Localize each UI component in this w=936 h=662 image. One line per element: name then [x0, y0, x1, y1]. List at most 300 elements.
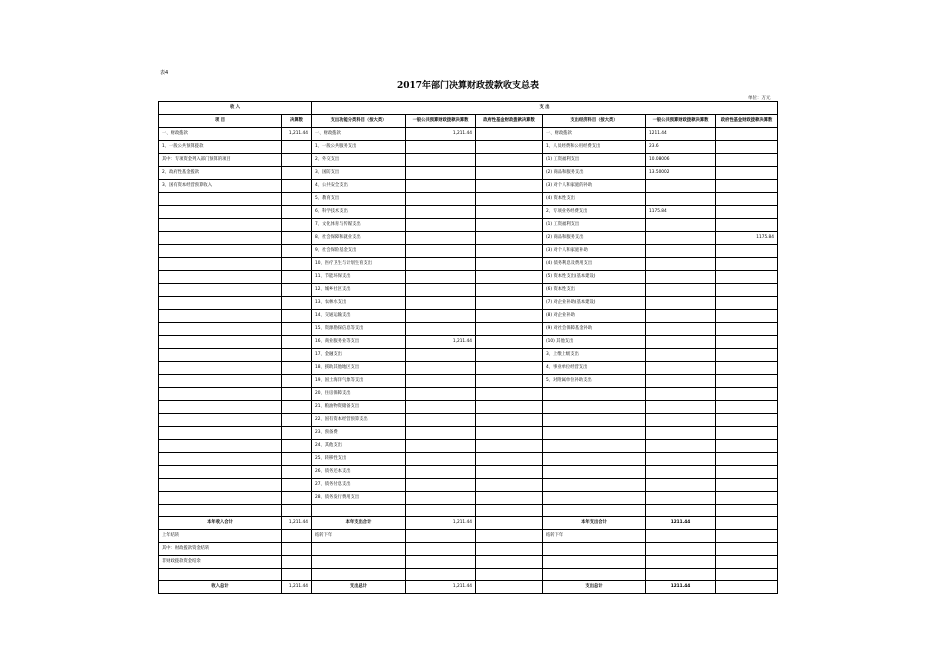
income-item-cell	[159, 388, 282, 401]
econ-general-cell: 1175.84	[646, 206, 716, 219]
cell	[476, 569, 543, 581]
func-item-cell: 20、住房保障支出	[312, 388, 406, 401]
fund-budget-header-2: 政府性基金财政拨款决算数	[716, 115, 778, 128]
cell	[282, 556, 312, 569]
econ-general-cell: 10.08006	[646, 154, 716, 167]
cell	[716, 530, 778, 543]
cell	[476, 517, 543, 530]
func-item-cell	[312, 505, 406, 517]
income-value-cell	[282, 427, 312, 440]
cell	[716, 517, 778, 530]
func-fund-cell	[476, 271, 543, 284]
table-row	[159, 427, 778, 440]
nonfiscal-carry-row	[159, 556, 778, 569]
econ-general-cell	[646, 219, 716, 232]
func-general-cell	[406, 154, 476, 167]
fiscal-summary-table	[158, 101, 778, 594]
table-row	[159, 154, 778, 167]
func-general-cell	[406, 388, 476, 401]
func-item-cell: 21、粮油物资储备支出	[312, 401, 406, 414]
income-value-cell	[282, 141, 312, 154]
expense-total-label: 本年支出合计	[312, 517, 406, 530]
econ-item-cell: 3、上缴上级支出	[543, 349, 646, 362]
func-general-cell	[406, 271, 476, 284]
func-fund-cell	[476, 128, 543, 141]
func-item-cell: 10、医疗卫生与计划生育支出	[312, 258, 406, 271]
income-value-cell	[282, 284, 312, 297]
func-item-cell: 5、教育支出	[312, 193, 406, 206]
econ-total-value: 1211.44	[646, 517, 716, 530]
econ-general-cell	[646, 180, 716, 193]
func-item-cell: 22、国有资本经营预算支出	[312, 414, 406, 427]
econ-item-cell: 4、事业单位经营支出	[543, 362, 646, 375]
econ-general-cell	[646, 232, 716, 245]
func-general-cell	[406, 206, 476, 219]
cell	[476, 530, 543, 543]
func-general-cell	[406, 193, 476, 206]
func-item-cell: 24、其他支出	[312, 440, 406, 453]
cell	[406, 569, 476, 581]
econ-item-cell	[543, 466, 646, 479]
income-item-cell	[159, 362, 282, 375]
table-row	[159, 206, 778, 219]
func-general-cell	[406, 232, 476, 245]
income-value-cell	[282, 505, 312, 517]
econ-item-cell: (6) 资本性支出	[543, 284, 646, 297]
table-row	[159, 310, 778, 323]
econ-general-cell	[646, 297, 716, 310]
cell	[646, 556, 716, 569]
income-item-cell: 2、政府性基金拨款	[159, 167, 282, 180]
func-fund-cell	[476, 141, 543, 154]
func-fund-cell	[476, 492, 543, 505]
expense-header: 支 出	[312, 102, 778, 115]
income-value-cell	[282, 466, 312, 479]
general-budget-header: 一般公共预算财政拨款决算数	[406, 115, 476, 128]
func-general-cell	[406, 310, 476, 323]
econ-fund-cell	[716, 349, 778, 362]
func-general-cell	[406, 440, 476, 453]
func-fund-cell	[476, 323, 543, 336]
func-item-cell: 8、社会保障和就业支出	[312, 232, 406, 245]
item-header: 项 目	[159, 115, 282, 128]
income-value-cell	[282, 297, 312, 310]
econ-fund-cell	[716, 414, 778, 427]
econ-fund-cell	[716, 219, 778, 232]
cell	[646, 543, 716, 556]
expense-grand-value: 1,211.44	[406, 581, 476, 594]
income-value-cell	[282, 180, 312, 193]
econ-fund-cell	[716, 193, 778, 206]
func-general-cell	[406, 297, 476, 310]
table-row	[159, 349, 778, 362]
econ-item-cell: (10) 其他支出	[543, 336, 646, 349]
func-general-cell	[406, 453, 476, 466]
table-row	[159, 466, 778, 479]
income-value-cell	[282, 492, 312, 505]
cell	[543, 543, 646, 556]
table-row	[159, 180, 778, 193]
econ-item-cell	[543, 453, 646, 466]
func-fund-cell	[476, 388, 543, 401]
func-fund-cell	[476, 375, 543, 388]
func-item-cell: 23、预备费	[312, 427, 406, 440]
income-value-cell	[282, 401, 312, 414]
econ-item-cell	[543, 388, 646, 401]
budget-header: 决算数	[282, 115, 312, 128]
table-row	[159, 440, 778, 453]
func-fund-cell	[476, 479, 543, 492]
income-item-cell	[159, 258, 282, 271]
econ-item-cell: (4) 债务利息及费用支出	[543, 258, 646, 271]
econ-fund-cell	[716, 258, 778, 271]
table-row	[159, 336, 778, 349]
income-item-cell: 3、国有资本经营预算收入	[159, 180, 282, 193]
cell	[716, 556, 778, 569]
unit-label: 单位：万元	[748, 96, 771, 101]
income-total-value: 1,211.44	[282, 517, 312, 530]
func-item-cell: 28、债务发行费用支出	[312, 492, 406, 505]
func-item-cell: 18、援助其他地区支出	[312, 362, 406, 375]
nonfiscal-carry-label: 非财政拨款资金结余	[159, 556, 282, 569]
income-value-cell	[282, 453, 312, 466]
econ-item-cell: (4) 资本性支出	[543, 193, 646, 206]
func-fund-cell	[476, 336, 543, 349]
func-fund-cell	[476, 440, 543, 453]
econ-fund-cell	[716, 440, 778, 453]
econ-general-cell	[646, 440, 716, 453]
econ-fund-cell	[716, 505, 778, 517]
econ-item-cell	[543, 414, 646, 427]
func-fund-cell	[476, 427, 543, 440]
cell	[282, 543, 312, 556]
func-item-cell: 11、节能环保支出	[312, 271, 406, 284]
func-item-cell: 26、债务还本支出	[312, 466, 406, 479]
econ-general-cell	[646, 258, 716, 271]
cell	[716, 543, 778, 556]
econ-general-cell	[646, 479, 716, 492]
econ-fund-cell	[716, 284, 778, 297]
table-row	[159, 492, 778, 505]
table-row	[159, 271, 778, 284]
func-fund-cell	[476, 362, 543, 375]
func-fund-cell	[476, 284, 543, 297]
func-general-cell	[406, 219, 476, 232]
func-item-cell: 13、农林水支出	[312, 297, 406, 310]
func-general-cell	[406, 375, 476, 388]
income-item-cell	[159, 310, 282, 323]
table-row	[159, 245, 778, 258]
econ-fund-cell	[716, 362, 778, 375]
income-item-cell: 其中：专项资金列入部门预算的项目	[159, 154, 282, 167]
func-general-cell	[406, 258, 476, 271]
cell	[646, 569, 716, 581]
econ-general-cell: 13.50002	[646, 167, 716, 180]
income-value-cell	[282, 375, 312, 388]
income-item-cell	[159, 245, 282, 258]
econ-fund-cell	[716, 427, 778, 440]
func-fund-cell	[476, 453, 543, 466]
cell	[716, 581, 778, 594]
table-row	[159, 323, 778, 336]
fiscal-carry-label: 其中：财政拨款资金结转	[159, 543, 282, 556]
cell	[282, 530, 312, 543]
econ-class-header: 支出经济科目（按大类）	[543, 115, 646, 128]
econ-general-cell	[646, 336, 716, 349]
income-item-cell	[159, 401, 282, 414]
econ-fund-cell	[716, 453, 778, 466]
econ-item-cell: (1) 工资福利支出	[543, 154, 646, 167]
func-item-cell: 16、商业服务业等支出	[312, 336, 406, 349]
income-item-cell	[159, 271, 282, 284]
econ-fund-cell	[716, 245, 778, 258]
func-item-cell: 27、债务付息支出	[312, 479, 406, 492]
table-row	[159, 219, 778, 232]
general-budget-header-2: 一般公共预算财政拨款决算数	[646, 115, 716, 128]
table-row	[159, 479, 778, 492]
func-general-cell	[406, 167, 476, 180]
carryforward-label-2: 结转下年	[543, 530, 646, 543]
econ-general-cell	[646, 245, 716, 258]
func-item-cell: 15、资源勘探信息等支出	[312, 323, 406, 336]
func-fund-cell	[476, 414, 543, 427]
income-value-cell: 1,211.44	[282, 128, 312, 141]
func-general-cell	[406, 180, 476, 193]
econ-general-cell	[646, 505, 716, 517]
table-row	[159, 401, 778, 414]
econ-fund-cell	[716, 310, 778, 323]
income-value-cell	[282, 388, 312, 401]
cell	[543, 569, 646, 581]
cell	[312, 556, 406, 569]
income-value-cell	[282, 479, 312, 492]
econ-general-cell	[646, 492, 716, 505]
table-row	[159, 375, 778, 388]
income-value-cell	[282, 154, 312, 167]
annual-total-row	[159, 517, 778, 530]
fiscal-carry-row	[159, 543, 778, 556]
econ-item-cell: 一、财政拨款	[543, 128, 646, 141]
econ-item-cell: 5、对附属单位补助支出	[543, 375, 646, 388]
econ-general-cell	[646, 323, 716, 336]
table-header-row-2	[159, 115, 778, 128]
income-value-cell	[282, 206, 312, 219]
table-row	[159, 167, 778, 180]
cell	[312, 543, 406, 556]
func-fund-cell	[476, 245, 543, 258]
cell	[406, 543, 476, 556]
econ-general-cell	[646, 388, 716, 401]
func-item-cell: 12、城乡社区支出	[312, 284, 406, 297]
econ-general-cell	[646, 271, 716, 284]
func-general-cell	[406, 414, 476, 427]
income-grand-label: 收入总计	[159, 581, 282, 594]
econ-general-cell	[646, 466, 716, 479]
econ-fund-cell	[716, 206, 778, 219]
carryforward-label: 结转下年	[312, 530, 406, 543]
econ-fund-cell	[716, 271, 778, 284]
table-row	[159, 141, 778, 154]
econ-item-cell	[543, 427, 646, 440]
econ-item-cell: (9) 对社会保障基金补助	[543, 323, 646, 336]
cell	[476, 581, 543, 594]
econ-item-cell	[543, 505, 646, 517]
cell	[646, 530, 716, 543]
func-fund-cell	[476, 154, 543, 167]
income-item-cell	[159, 479, 282, 492]
econ-item-cell: (2) 商品和服务支出	[543, 232, 646, 245]
income-value-cell	[282, 258, 312, 271]
table-row	[159, 232, 778, 245]
econ-item-cell: 1、人员经费和公用经费支出	[543, 141, 646, 154]
income-value-cell	[282, 349, 312, 362]
table-row	[159, 362, 778, 375]
econ-item-cell	[543, 479, 646, 492]
econ-fund-cell	[716, 167, 778, 180]
econ-fund-cell	[716, 128, 778, 141]
econ-general-cell	[646, 284, 716, 297]
func-fund-cell	[476, 258, 543, 271]
func-fund-cell	[476, 505, 543, 517]
income-value-cell	[282, 414, 312, 427]
func-fund-cell	[476, 349, 543, 362]
econ-item-cell: (1) 工资福利支出	[543, 219, 646, 232]
table-row	[159, 453, 778, 466]
income-value-cell	[282, 323, 312, 336]
income-value-cell	[282, 167, 312, 180]
func-item-cell: 4、公共安全支出	[312, 180, 406, 193]
table-row	[159, 128, 778, 141]
func-item-cell: 9、社会保险基金支出	[312, 245, 406, 258]
func-fund-cell	[476, 310, 543, 323]
func-general-cell	[406, 505, 476, 517]
econ-fund-cell: 1175.84	[716, 232, 778, 245]
econ-general-cell	[646, 427, 716, 440]
income-value-cell	[282, 193, 312, 206]
econ-total-label: 本年支出合计	[543, 517, 646, 530]
income-grand-value: 1,211.44	[282, 581, 312, 594]
econ-grand-label: 支出总计	[543, 581, 646, 594]
income-item-cell	[159, 193, 282, 206]
func-item-cell: 7、文化体育与传媒支出	[312, 219, 406, 232]
income-item-cell	[159, 453, 282, 466]
cell	[282, 569, 312, 581]
carryover-label: 上年结转	[159, 530, 282, 543]
income-item-cell: 一、财政拨款	[159, 128, 282, 141]
income-value-cell	[282, 219, 312, 232]
cell	[406, 556, 476, 569]
econ-item-cell: (3) 对个人和家庭的补助	[543, 180, 646, 193]
func-general-cell	[406, 323, 476, 336]
cell	[476, 543, 543, 556]
income-value-cell	[282, 440, 312, 453]
table-row	[159, 284, 778, 297]
cell	[312, 569, 406, 581]
econ-item-cell	[543, 401, 646, 414]
grand-total-row	[159, 581, 778, 594]
econ-general-cell	[646, 453, 716, 466]
func-item-cell: 14、交通运输支出	[312, 310, 406, 323]
econ-fund-cell	[716, 492, 778, 505]
table-row	[159, 193, 778, 206]
income-item-cell	[159, 414, 282, 427]
econ-grand-value: 1211.44	[646, 581, 716, 594]
income-item-cell	[159, 297, 282, 310]
income-value-cell	[282, 245, 312, 258]
econ-general-cell	[646, 349, 716, 362]
income-item-cell	[159, 505, 282, 517]
econ-general-cell: 1211.44	[646, 128, 716, 141]
func-fund-cell	[476, 167, 543, 180]
cell	[159, 569, 282, 581]
func-general-cell: 1,211.44	[406, 336, 476, 349]
table-header-row-1	[159, 102, 778, 115]
income-item-cell	[159, 219, 282, 232]
func-general-cell	[406, 141, 476, 154]
table-row	[159, 258, 778, 271]
func-fund-cell	[476, 297, 543, 310]
econ-item-cell	[543, 440, 646, 453]
income-item-cell	[159, 466, 282, 479]
income-item-cell: 1、一般公共预算拨款	[159, 141, 282, 154]
blank-row	[159, 569, 778, 581]
econ-fund-cell	[716, 479, 778, 492]
cell	[716, 569, 778, 581]
func-fund-cell	[476, 466, 543, 479]
income-item-cell	[159, 232, 282, 245]
econ-fund-cell	[716, 388, 778, 401]
econ-item-cell: (3) 对个人和家庭补助	[543, 245, 646, 258]
func-fund-cell	[476, 232, 543, 245]
cell	[476, 556, 543, 569]
income-value-cell	[282, 336, 312, 349]
econ-general-cell	[646, 310, 716, 323]
func-general-cell	[406, 245, 476, 258]
econ-fund-cell	[716, 466, 778, 479]
econ-fund-cell	[716, 401, 778, 414]
cell	[406, 530, 476, 543]
cell	[543, 556, 646, 569]
func-general-cell	[406, 349, 476, 362]
econ-fund-cell	[716, 180, 778, 193]
func-general-cell	[406, 401, 476, 414]
econ-fund-cell	[716, 141, 778, 154]
econ-general-cell	[646, 414, 716, 427]
income-value-cell	[282, 310, 312, 323]
func-item-cell: 25、转移性支出	[312, 453, 406, 466]
econ-general-cell: 23.6	[646, 141, 716, 154]
econ-item-cell: (7) 对企业补助(基本建设)	[543, 297, 646, 310]
income-item-cell	[159, 284, 282, 297]
table-row	[159, 414, 778, 427]
income-item-cell	[159, 427, 282, 440]
func-fund-cell	[476, 180, 543, 193]
func-item-cell: 6、科学技术支出	[312, 206, 406, 219]
func-class-header: 支出功能分类科目（按大类）	[312, 115, 406, 128]
income-header: 收 入	[159, 102, 312, 115]
func-item-cell: 17、金融支出	[312, 349, 406, 362]
fund-budget-header: 政府性基金财政拨款决算数	[476, 115, 543, 128]
func-general-cell	[406, 466, 476, 479]
func-general-cell	[406, 427, 476, 440]
income-value-cell	[282, 271, 312, 284]
func-general-cell	[406, 362, 476, 375]
table-row	[159, 388, 778, 401]
table-row	[159, 505, 778, 517]
econ-item-cell: (8) 对企业补助	[543, 310, 646, 323]
func-item-cell: 2、外交支出	[312, 154, 406, 167]
func-general-cell	[406, 284, 476, 297]
